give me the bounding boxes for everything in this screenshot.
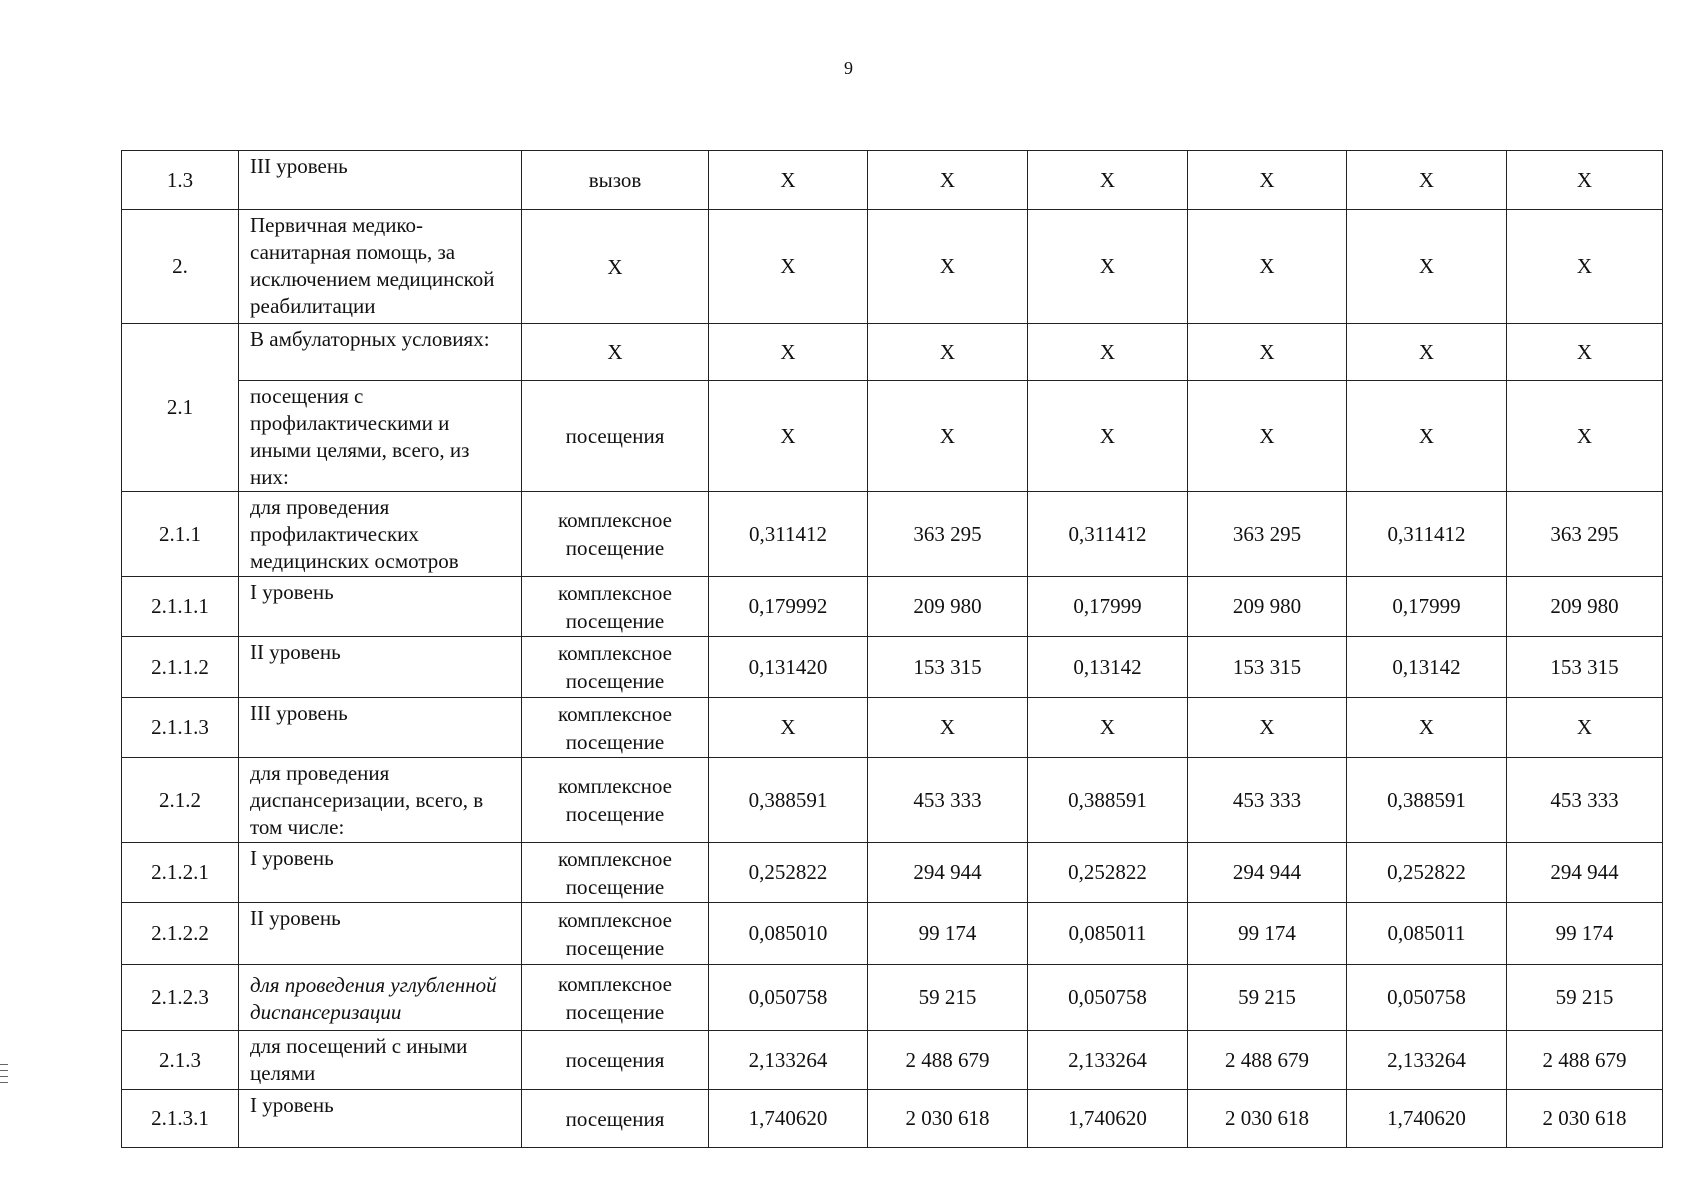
row-number: 2.1.2.1 bbox=[122, 843, 239, 903]
row-number: 2.1.2 bbox=[122, 758, 239, 843]
value-cell: Х bbox=[1347, 151, 1507, 210]
row-name: для проведения профилактических медицинских осмотров bbox=[239, 492, 522, 577]
value-cell: 0,050758 bbox=[1347, 965, 1507, 1031]
value-cell: Х bbox=[709, 324, 868, 381]
value-cell: 1,740620 bbox=[1347, 1090, 1507, 1148]
row-number: 2.1.1 bbox=[122, 492, 239, 577]
row-name: III уровень bbox=[239, 151, 522, 210]
value-cell: 0,17999 bbox=[1347, 577, 1507, 637]
row-unit: комплексное посещение bbox=[522, 492, 709, 577]
row-number: 1.3 bbox=[122, 151, 239, 210]
value-cell: 0,252822 bbox=[709, 843, 868, 903]
value-cell: Х bbox=[1507, 210, 1663, 324]
value-cell: Х bbox=[1507, 381, 1663, 492]
row-unit: посещения bbox=[522, 381, 709, 492]
value-cell: Х bbox=[1347, 381, 1507, 492]
table-row bbox=[122, 151, 1663, 210]
row-name: I уровень bbox=[239, 1090, 522, 1148]
table-row bbox=[122, 843, 1663, 903]
value-cell: 294 944 bbox=[1188, 843, 1347, 903]
value-cell: Х bbox=[1188, 698, 1347, 758]
value-cell: Х bbox=[1188, 151, 1347, 210]
row-number: 2. bbox=[122, 210, 239, 324]
table-row bbox=[122, 1090, 1663, 1148]
value-cell: Х bbox=[1507, 324, 1663, 381]
row-name: I уровень bbox=[239, 577, 522, 637]
table-row bbox=[122, 1031, 1663, 1090]
value-cell: Х bbox=[1507, 151, 1663, 210]
row-name: для посещений с иными целями bbox=[239, 1031, 522, 1090]
table-row bbox=[122, 965, 1663, 1031]
value-cell: 2,133264 bbox=[1347, 1031, 1507, 1090]
row-unit: комплексное посещение bbox=[522, 903, 709, 965]
row-number: 2.1.1.3 bbox=[122, 698, 239, 758]
row-name: В амбулаторных условиях: bbox=[239, 324, 522, 381]
row-unit: посещения bbox=[522, 1031, 709, 1090]
value-cell: 59 215 bbox=[1507, 965, 1663, 1031]
value-cell: 294 944 bbox=[868, 843, 1028, 903]
value-cell: Х bbox=[1347, 210, 1507, 324]
value-cell: Х bbox=[868, 698, 1028, 758]
value-cell: 2 488 679 bbox=[1507, 1031, 1663, 1090]
row-unit: посещения bbox=[522, 1090, 709, 1148]
value-cell: 0,13142 bbox=[1028, 637, 1188, 698]
value-cell: 209 980 bbox=[1188, 577, 1347, 637]
value-cell: 153 315 bbox=[1188, 637, 1347, 698]
row-name: посещения с профилактическими и иными целями, всего, из них: bbox=[239, 381, 522, 492]
value-cell: Х bbox=[1347, 698, 1507, 758]
margin-tick bbox=[0, 1070, 8, 1071]
value-cell: Х bbox=[868, 324, 1028, 381]
value-cell: Х bbox=[1028, 210, 1188, 324]
value-cell: 2 030 618 bbox=[868, 1090, 1028, 1148]
value-cell: 0,085011 bbox=[1028, 903, 1188, 965]
value-cell: Х bbox=[709, 210, 868, 324]
value-cell: 59 215 bbox=[1188, 965, 1347, 1031]
value-cell: Х bbox=[1188, 210, 1347, 324]
value-cell: 0,311412 bbox=[1347, 492, 1507, 577]
value-cell: Х bbox=[709, 151, 868, 210]
value-cell: Х bbox=[1028, 698, 1188, 758]
value-cell: 59 215 bbox=[868, 965, 1028, 1031]
value-cell: Х bbox=[1347, 324, 1507, 381]
page-number: 9 bbox=[844, 58, 853, 78]
value-cell: 0,085010 bbox=[709, 903, 868, 965]
row-name: I уровень bbox=[239, 843, 522, 903]
value-cell: Х bbox=[1188, 381, 1347, 492]
row-unit: Х bbox=[522, 324, 709, 381]
table-row bbox=[122, 903, 1663, 965]
value-cell: 2 488 679 bbox=[868, 1031, 1028, 1090]
value-cell: 0,388591 bbox=[1028, 758, 1188, 843]
row-unit: комплексное посещение bbox=[522, 965, 709, 1031]
value-cell: 0,179992 bbox=[709, 577, 868, 637]
table-row bbox=[122, 637, 1663, 698]
value-cell: 0,388591 bbox=[1347, 758, 1507, 843]
row-unit: Х bbox=[522, 210, 709, 324]
row-unit: вызов bbox=[522, 151, 709, 210]
table-row bbox=[122, 577, 1663, 637]
value-cell: 2,133264 bbox=[1028, 1031, 1188, 1090]
value-cell: 99 174 bbox=[868, 903, 1028, 965]
row-name: III уровень bbox=[239, 698, 522, 758]
value-cell: 0,252822 bbox=[1347, 843, 1507, 903]
row-number: 2.1.1.1 bbox=[122, 577, 239, 637]
value-cell: 0,388591 bbox=[709, 758, 868, 843]
row-name: для проведения углубленной диспансеризации bbox=[239, 965, 522, 1031]
value-cell: 294 944 bbox=[1507, 843, 1663, 903]
table-row bbox=[122, 381, 1663, 492]
row-number: 2.1.3.1 bbox=[122, 1090, 239, 1148]
value-cell: 99 174 bbox=[1507, 903, 1663, 965]
value-cell: 453 333 bbox=[868, 758, 1028, 843]
value-cell: 0,13142 bbox=[1347, 637, 1507, 698]
value-cell: 99 174 bbox=[1188, 903, 1347, 965]
value-cell: 153 315 bbox=[868, 637, 1028, 698]
table-row bbox=[122, 758, 1663, 843]
value-cell: Х bbox=[868, 381, 1028, 492]
value-cell: 363 295 bbox=[1188, 492, 1347, 577]
value-cell: 0,311412 bbox=[1028, 492, 1188, 577]
value-cell: 153 315 bbox=[1507, 637, 1663, 698]
row-name: Первичная медико-санитарная помощь, за исключением медицинской реабилитации bbox=[239, 210, 522, 324]
value-cell: 453 333 bbox=[1188, 758, 1347, 843]
row-number: 2.1.1.2 bbox=[122, 637, 239, 698]
value-cell: 0,050758 bbox=[1028, 965, 1188, 1031]
margin-tick bbox=[0, 1064, 8, 1065]
value-cell: 363 295 bbox=[868, 492, 1028, 577]
value-cell: Х bbox=[709, 381, 868, 492]
margin-tick bbox=[0, 1076, 8, 1077]
row-unit: комплексное посещение bbox=[522, 637, 709, 698]
row-unit: комплексное посещение bbox=[522, 758, 709, 843]
row-name: II уровень bbox=[239, 637, 522, 698]
value-cell: 2 030 618 bbox=[1188, 1090, 1347, 1148]
value-cell: 1,740620 bbox=[1028, 1090, 1188, 1148]
value-cell: Х bbox=[868, 151, 1028, 210]
row-number: 2.1.2.2 bbox=[122, 903, 239, 965]
data-table bbox=[121, 150, 1663, 1148]
row-name: II уровень bbox=[239, 903, 522, 965]
row-number: 2.1.3 bbox=[122, 1031, 239, 1090]
value-cell: 209 980 bbox=[868, 577, 1028, 637]
value-cell: 0,17999 bbox=[1028, 577, 1188, 637]
row-number: 2.1 bbox=[122, 324, 239, 492]
value-cell: Х bbox=[709, 698, 868, 758]
table-row bbox=[122, 210, 1663, 324]
value-cell: 209 980 bbox=[1507, 577, 1663, 637]
row-unit: комплексное посещение bbox=[522, 698, 709, 758]
value-cell: 453 333 bbox=[1507, 758, 1663, 843]
row-unit: комплексное посещение bbox=[522, 843, 709, 903]
value-cell: 1,740620 bbox=[709, 1090, 868, 1148]
row-name: для проведения диспансеризации, всего, в том числе: bbox=[239, 758, 522, 843]
value-cell: 2,133264 bbox=[709, 1031, 868, 1090]
value-cell: 363 295 bbox=[1507, 492, 1663, 577]
value-cell: Х bbox=[1028, 381, 1188, 492]
value-cell: 0,085011 bbox=[1347, 903, 1507, 965]
value-cell: Х bbox=[1507, 698, 1663, 758]
value-cell: Х bbox=[1028, 324, 1188, 381]
value-cell: 0,131420 bbox=[709, 637, 868, 698]
table-row bbox=[122, 492, 1663, 577]
margin-tick bbox=[0, 1082, 8, 1083]
value-cell: Х bbox=[1188, 324, 1347, 381]
value-cell: 0,311412 bbox=[709, 492, 868, 577]
value-cell: 2 488 679 bbox=[1188, 1031, 1347, 1090]
table-row bbox=[122, 698, 1663, 758]
value-cell: 0,050758 bbox=[709, 965, 868, 1031]
row-unit: комплексное посещение bbox=[522, 577, 709, 637]
table-row bbox=[122, 324, 1663, 381]
row-number: 2.1.2.3 bbox=[122, 965, 239, 1031]
value-cell: Х bbox=[868, 210, 1028, 324]
value-cell: Х bbox=[1028, 151, 1188, 210]
value-cell: 2 030 618 bbox=[1507, 1090, 1663, 1148]
value-cell: 0,252822 bbox=[1028, 843, 1188, 903]
